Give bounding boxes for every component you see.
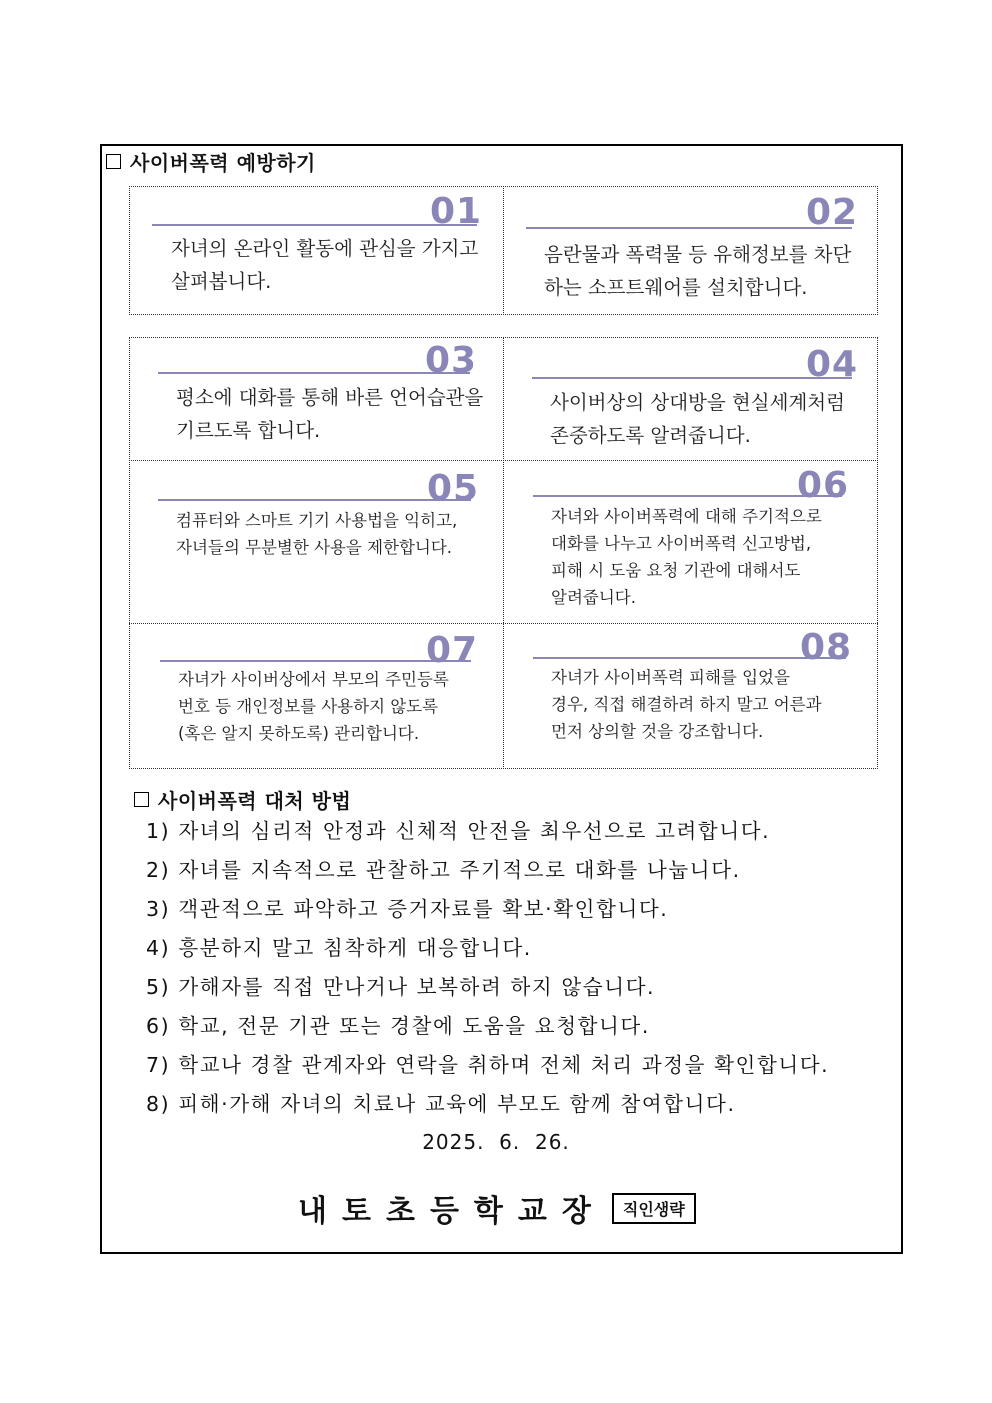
list-item: 5) 가해자를 직접 만나거나 보복하려 하지 않습니다. <box>146 975 656 999</box>
checkbox-square-icon <box>134 792 149 807</box>
tip-text: 평소에 대화를 통해 바른 언어습관을 기르도록 합니다. <box>176 386 484 442</box>
tip-number: 02 <box>806 192 859 233</box>
list-item: 1) 자녀의 심리적 안정과 신체적 안전을 최우선으로 고려합니다. <box>146 819 771 843</box>
tip-number: 06 <box>797 465 850 506</box>
tip-number: 05 <box>427 468 480 509</box>
tip-underline <box>152 224 477 226</box>
tip-number: 07 <box>426 630 479 671</box>
seal-omitted-stamp: 직인생략 <box>612 1193 696 1224</box>
tip-underline <box>160 660 471 662</box>
tip-underline <box>526 227 852 229</box>
list-item: 2) 자녀를 지속적으로 관찰하고 주기적으로 대화를 나눕니다. <box>146 858 741 882</box>
tip-text: 컴퓨터와 스마트 기기 사용법을 익히고, 자녀들의 무분별한 사용을 제한합니다. <box>176 511 458 557</box>
tip-number: 01 <box>430 191 483 232</box>
tip-text: 자녀가 사이버폭력 피해를 입었을 경우, 직접 해결하려 하지 말고 어른과 먼저 상의할 것을 강조합니다. <box>551 668 822 741</box>
grid-divider <box>503 337 504 769</box>
grid-divider <box>129 460 878 461</box>
list-item: 4) 흥분하지 말고 침착하게 대응합니다. <box>146 936 532 960</box>
list-item: 3) 객관적으로 파악하고 증거자료를 확보·확인합니다. <box>146 897 669 921</box>
signer-name: 내토초등학교장 <box>298 1194 606 1229</box>
tip-underline <box>158 372 470 374</box>
document-date: 2025. 6. 26. <box>422 1130 570 1154</box>
tip-underline <box>158 499 471 501</box>
list-item: 7) 학교나 경찰 관계자와 연락을 취하며 전체 처리 과정을 확인합니다. <box>146 1053 830 1077</box>
tip-text: 자녀가 사이버상에서 부모의 주민등록 번호 등 개인정보를 사용하지 않도록 (혹은 알지 못하도록) 관리합니다. <box>178 670 449 743</box>
tip-underline <box>532 377 852 379</box>
response-list <box>146 812 829 1124</box>
tip-text: 자녀와 사이버폭력에 대해 주기적으로 대화를 나누고 사이버폭력 신고방법, 피해 시 도움 요청 기관에 대해서도 알려줍니다. <box>551 507 822 607</box>
tip-number: 03 <box>425 340 478 381</box>
tip-number: 04 <box>806 344 859 385</box>
tip-text: 음란물과 폭력물 등 유해정보를 차단 하는 소프트웨어를 설치합니다. <box>544 243 852 299</box>
tip-text: 자녀의 온라인 활동에 관심을 가지고 살펴봅니다. <box>171 237 479 293</box>
response-title <box>134 785 351 814</box>
tip-number: 08 <box>800 627 853 668</box>
signature-block <box>298 1186 696 1230</box>
tip-underline <box>533 495 842 497</box>
list-item: 6) 학교, 전문 기관 또는 경찰에 도움을 요청합니다. <box>146 1014 650 1038</box>
tip-text: 사이버상의 상대방을 현실세계처럼 존중하도록 알려줍니다. <box>550 391 845 447</box>
grid-divider <box>129 623 878 624</box>
grid-divider <box>503 186 504 315</box>
checkbox-square-icon <box>106 154 121 169</box>
prevention-title <box>106 147 316 176</box>
response-title-text: 사이버폭력 대처 방법 <box>158 789 352 813</box>
prevention-title-text: 사이버폭력 예방하기 <box>130 151 316 175</box>
list-item: 8) 피해·가해 자녀의 치료나 교육에 부모도 함께 참여합니다. <box>146 1092 736 1116</box>
